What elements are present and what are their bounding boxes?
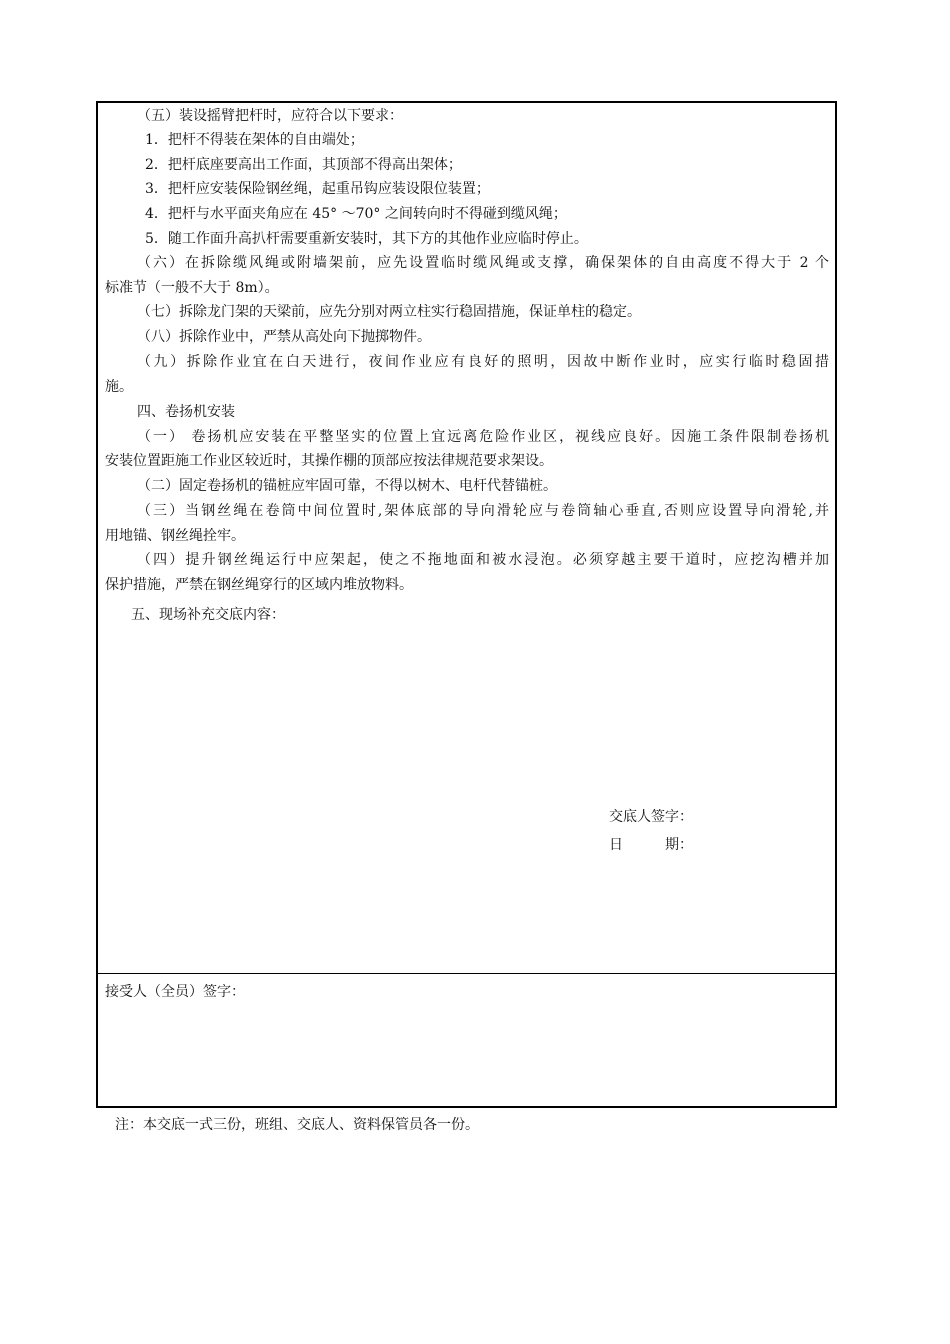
section-6-line-1: （六）在拆除缆风绳或附墙架前，应先设置临时缆风绳或支撑，确保架体的自由高度不得大于 2 个 [137, 255, 829, 271]
section-8-text: （八）拆除作业中，严禁从高处向下抛掷物件。 [137, 329, 431, 345]
section-5-item-2: 2．把杆底座要高出工作面，其顶部不得高出架体； [145, 157, 462, 173]
section-9-line-2: 施。 [105, 379, 133, 395]
section-four-p4-line-2: 保护措施，严禁在钢丝绳穿行的区域内堆放物料。 [105, 577, 413, 593]
section-5-item-3: 3．把杆应安装保险钢丝绳，起重吊钩应装设限位装置； [145, 181, 490, 197]
section-5-item-5: 5．随工作面升高扒杆需要重新安装时，其下方的其他作业应临时停止。 [145, 231, 588, 247]
section-four-p4-line-1: （四）提升钢丝绳运行中应架起，使之不拖地面和被水浸泡。必须穿越主要干道时，应挖沟槽并加 [137, 552, 829, 568]
section-four-p1-line-1: （一） 卷扬机应安装在平整坚实的位置上宜远离危险作业区，视线应良好。因施工条件限制卷扬机 [137, 429, 829, 445]
receiver-signature-label: 接受人（全员）签字： [105, 984, 245, 1000]
section-9-line-1: （九）拆除作业宜在白天进行，夜间作业应有良好的照明，因故中断作业时，应实行临时稳固措 [137, 354, 829, 370]
section-four-p1-line-2: 安装位置距施工作业区较近时，其操作棚的顶部应按法律规范要求架设。 [105, 453, 553, 469]
section-four-heading: 四、卷扬机安装 [137, 404, 235, 420]
section-5-item-4: 4．把杆与水平面夹角应在 45° ～70° 之间转向时不得碰到缆风绳； [145, 206, 567, 222]
section-four-p2: （二）固定卷扬机的锚桩应牢固可靠，不得以树木、电杆代替锚桩。 [137, 478, 557, 494]
section-5-item-1: 1．把杆不得装在架体的自由端处； [145, 132, 364, 148]
section-5-heading: （五）装设摇臂把杆时，应符合以下要求： [137, 108, 403, 124]
footnote: 注：本交底一式三份，班组、交底人、资料保管员各一份。 [115, 1117, 479, 1133]
section-four-p3-line-1: （三）当钢丝绳在卷筒中间位置时,架体底部的导向滑轮应与卷筒轴心垂直,否则应设置导向滑轮,并 [137, 503, 829, 519]
section-6-line-2: 标准节（一般不大于 8m）。 [105, 280, 279, 296]
table-row-divider [98, 973, 835, 974]
date-label: 日 期： [609, 837, 693, 853]
presenter-signature-label: 交底人签字： [609, 809, 693, 825]
section-five-heading: 五、现场补充交底内容： [131, 607, 285, 623]
section-7-text: （七）拆除龙门架的天梁前，应先分别对两立柱实行稳固措施，保证单柱的稳定。 [137, 304, 641, 320]
section-four-p3-line-2: 用地锚、钢丝绳拴牢。 [105, 528, 245, 544]
